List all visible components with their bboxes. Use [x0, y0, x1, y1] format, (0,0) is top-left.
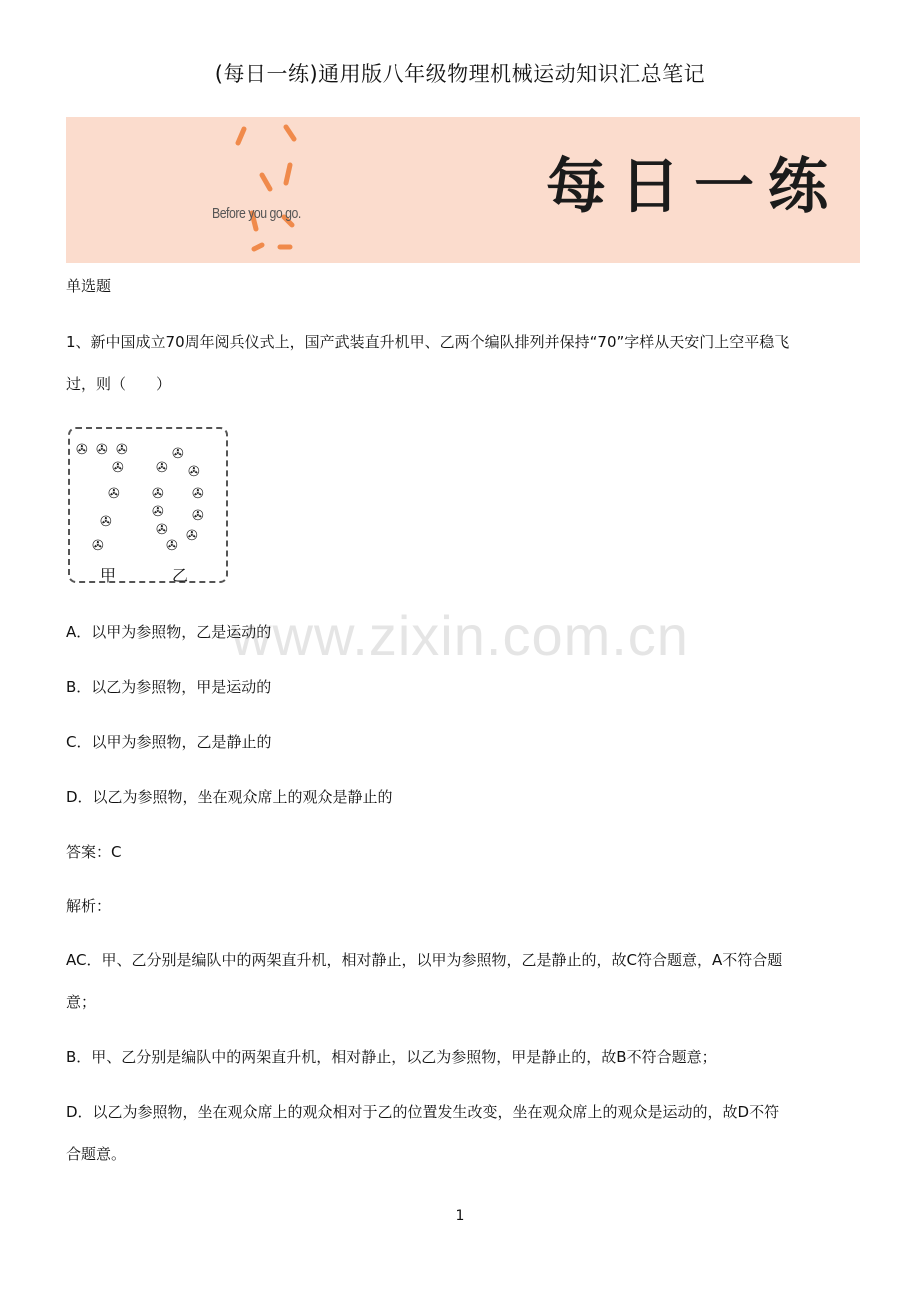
banner-brand: 每日一练: [546, 152, 842, 222]
banner-tagline: Before you go go.: [212, 205, 301, 222]
option-a: A．以甲为参照物，乙是运动的: [66, 623, 272, 641]
option-b: B．以乙为参照物，甲是运动的: [66, 678, 272, 696]
helicopter-icon: ✇: [152, 504, 164, 520]
analysis-ac-line1: AC．甲、乙分别是编队中的两架直升机，相对静止，以甲为参照物，乙是静止的，故C符合题意，A不符合题: [66, 951, 783, 969]
helicopter-icon: ✇: [192, 508, 204, 524]
question-text-line1: 1、新中国成立70周年阅兵仪式上，国产武装直升机甲、乙两个编队排列并保持“70”字样从天安门上空平稳飞: [66, 333, 790, 351]
page-number: 1: [455, 1208, 465, 1224]
figure-label-a: 甲: [100, 566, 117, 585]
helicopter-icon: ✇: [172, 446, 184, 462]
helicopter-icon: ✇: [192, 486, 204, 502]
helicopter-icon: ✇: [100, 514, 112, 530]
helicopter-icon: ✇: [186, 528, 198, 544]
figure-label-b: 乙: [172, 566, 189, 585]
helicopter-icon: ✇: [156, 460, 168, 476]
section-heading: 单选题: [66, 277, 112, 295]
analysis-d-line2: 合题意。: [66, 1145, 127, 1163]
helicopter-icon: ✇: [156, 522, 168, 538]
helicopter-icon: ✇: [108, 486, 120, 502]
header-banner: [66, 117, 860, 263]
page-title: (每日一练)通用版八年级物理机械运动知识汇总笔记: [214, 62, 706, 86]
analysis-ac-line2: 意；: [66, 993, 97, 1011]
helicopter-icon: ✇: [92, 538, 104, 554]
helicopter-icon: ✇: [152, 486, 164, 502]
helicopter-icon: ✇: [116, 442, 128, 458]
analysis-label: 解析：: [66, 897, 112, 915]
helicopter-icon: ✇: [166, 538, 178, 554]
option-d: D．以乙为参照物，坐在观众席上的观众是静止的: [66, 788, 393, 806]
question-text-line2: 过，则（ ）: [66, 375, 172, 393]
helicopter-icon: ✇: [112, 460, 124, 476]
analysis-d-line1: D．以乙为参照物，坐在观众席上的观众相对于乙的位置发生改变，坐在观众席上的观众是运动的，故D不符: [66, 1103, 780, 1121]
helicopter-icon: ✇: [96, 442, 108, 458]
formation-figure: [68, 427, 228, 583]
answer: 答案：C: [66, 843, 122, 861]
watermark: www.zixin.com.cn: [231, 604, 689, 667]
helicopter-icon: ✇: [76, 442, 88, 458]
option-c: C．以甲为参照物，乙是静止的: [66, 733, 272, 751]
helicopter-icon: ✇: [188, 464, 200, 480]
analysis-b: B．甲、乙分别是编队中的两架直升机，相对静止，以乙为参照物，甲是静止的，故B不符合题意；: [66, 1048, 717, 1066]
